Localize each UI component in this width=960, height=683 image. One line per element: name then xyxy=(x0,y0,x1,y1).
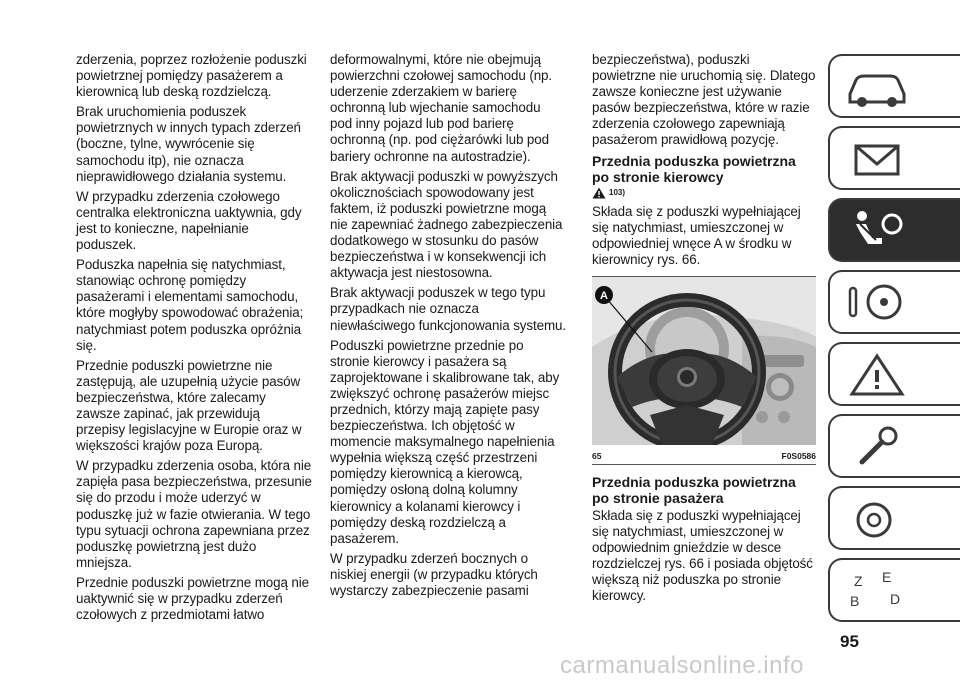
seat-airbag-icon xyxy=(842,206,912,256)
paragraph: Składa się z poduszki wypełniającej się natychmiast, umieszczonej w odpowiednim gnieździe w desce rozdzielczej rys. 66 i posiada objętość większą niż poduszka po stronie kierowcy. xyxy=(592,507,813,604)
figure-code: F0S0586 xyxy=(781,450,816,461)
figure-number: 65 xyxy=(592,450,602,461)
svg-text:B: B xyxy=(850,593,860,609)
chapter-tab-car[interactable] xyxy=(828,54,960,118)
dashboard-warning-icon xyxy=(842,134,912,184)
chapter-tab-safety[interactable] xyxy=(828,198,960,262)
paragraph: Przednie poduszki powietrzne nie zastępują, ale uzupełnią użycie pasów bezpieczeństwa, które zalecamy zawsze zapinać, jak przewidują przepisy legislacyjne w Europie oraz w większości krajów poza Europą. xyxy=(76,357,302,454)
paragraph: bezpieczeństwa), poduszki powietrzne nie uruchomią się. Dlatego zawsze konieczne jest używanie pasów bezpieczeństwa, które w razie zderzenia czołowego zapewniają pasażerom prawidłową pozycję. xyxy=(592,52,816,148)
paragraph: Poduszka napełnia się natychmiast, stanowiąc ochronę pomiędzy pasażerami i elementami samochodu, które mogłyby spowodować obrażenia; natychmiast potem poduszka opróżnia się. xyxy=(76,257,304,353)
paragraph: Brak uruchomienia poduszek powietrznych w innych typach zderzeń (boczne, tylne, wywrócenie się samochodu itp), nie oznacza nieprawidłowego działania systemu. xyxy=(76,104,301,184)
figure-caption xyxy=(592,449,816,465)
paragraph: W przypadku zderzenia osoba, która nie zapięła pasa bezpieczeństwa, przesunie się do przodu i może uderzyć w poduszkę już w fazie otwierania. W tego typu sytuacji ochrona zapewniana przez poduszkę powietrzną jest dużo mniejsza. xyxy=(76,458,312,570)
chapter-tab-emergency[interactable] xyxy=(828,342,960,406)
text-column-3 xyxy=(592,52,816,609)
section-heading-passenger-airbag: Przednia poduszka powietrzna po stronie pasażera xyxy=(592,473,796,506)
warning-triangle-icon xyxy=(842,350,912,400)
paragraph: Przednie poduszki powietrzne mogą nie uaktywnić się w przypadku zderzeń czołowych z przedmiotami łatwo xyxy=(76,574,310,623)
steering-wheel-figure xyxy=(592,276,816,445)
index-letters-icon xyxy=(842,566,912,616)
paragraph: W przypadku zderzeń bocznych o niskiej energii (w przypadku których wystarczy zabezpieczenie pasami xyxy=(330,550,538,598)
paragraph: Brak aktywacji poduszek w tego typu przypadkach nie oznacza niewłaściwego funkcjonowania systemu. xyxy=(330,285,566,333)
page-number: 95 xyxy=(840,632,859,651)
paragraph: Składa się z poduszki wypełniającej się natychmiast, umieszczonej w odpowiedniej wnęce A w środku w kierownicy rys. 66. xyxy=(592,203,801,267)
svg-text:D: D xyxy=(890,591,901,607)
steering-key-icon xyxy=(842,278,912,328)
paragraph: Poduszki powietrzne przednie po stronie kierowcy i pasażera są zaprojektowane i skalibrowane tak, aby zwiększyć ochronę pasażerów miejsc przednich, którzy mają zapięte pasy bezpieczeństwa. Ich objętość w momencie maksymalnego napełnienia wypełnia większą część przestrzeni pomiędzy kierownicą a kierowcą, pomiędzy osłoną dolną kolumny kierownicy a kolanami kierowcy i pomiędzy deską rozdzielczą a pasażerem. xyxy=(330,337,560,546)
paragraph: W przypadku zderzenia czołowego centralka elektroniczna uaktywnia, gdy jest to konieczne, napełnianie poduszek. xyxy=(76,188,302,253)
warning-reference xyxy=(592,187,816,199)
text-column-1 xyxy=(76,52,312,627)
chapter-tab-dashboard[interactable] xyxy=(828,126,960,190)
figure-callout-a: A xyxy=(600,289,608,302)
wrench-icon xyxy=(842,422,912,472)
section-heading-driver-airbag: Przednia poduszka powietrzna po stronie kierowcy xyxy=(592,152,796,185)
chapter-tab-driving[interactable] xyxy=(828,270,960,334)
watermark: carmanualsonline.info xyxy=(560,652,804,679)
text-column-2 xyxy=(330,52,566,603)
chapter-tab-maintenance[interactable] xyxy=(828,414,960,478)
svg-text:E: E xyxy=(882,569,892,585)
warning-ref-number: 103) xyxy=(609,188,626,198)
chapter-sidebar xyxy=(828,54,960,630)
chapter-tab-index[interactable] xyxy=(828,558,960,622)
warning-triangle-icon xyxy=(592,187,606,199)
steering-wheel-illustration xyxy=(592,277,816,445)
svg-text:Z: Z xyxy=(854,573,863,589)
tire-service-icon xyxy=(842,494,912,544)
paragraph: deformowalnymi, które nie obejmują powierzchni czołowej samochodu (np. uderzenie zderzakiem w barierę ochronną lub wjechanie samochodu pod inny pojazd lub pod barierę ochronną (np. pod ciężarówki lub pod bariery ochronne na autostradzie). xyxy=(330,52,553,164)
paragraph: Brak aktywacji poduszki w powyższych okolicznościach spowodowany jest faktem, iż poduszki powietrzne mogą nie zapewniać żadnego zabezpieczenia dodatkowego w stosunku do pasów bezpieczeństwa i w konsekwencji ich aktywacja jest niestosowna. xyxy=(330,168,563,281)
paragraph: zderzenia, poprzez rozłożenie poduszki powietrznej pomiędzy pasażerem a kierownicą lub deską rozdzielczą. xyxy=(76,52,307,100)
chapter-tab-technical[interactable] xyxy=(828,486,960,550)
car-icon xyxy=(842,62,912,112)
